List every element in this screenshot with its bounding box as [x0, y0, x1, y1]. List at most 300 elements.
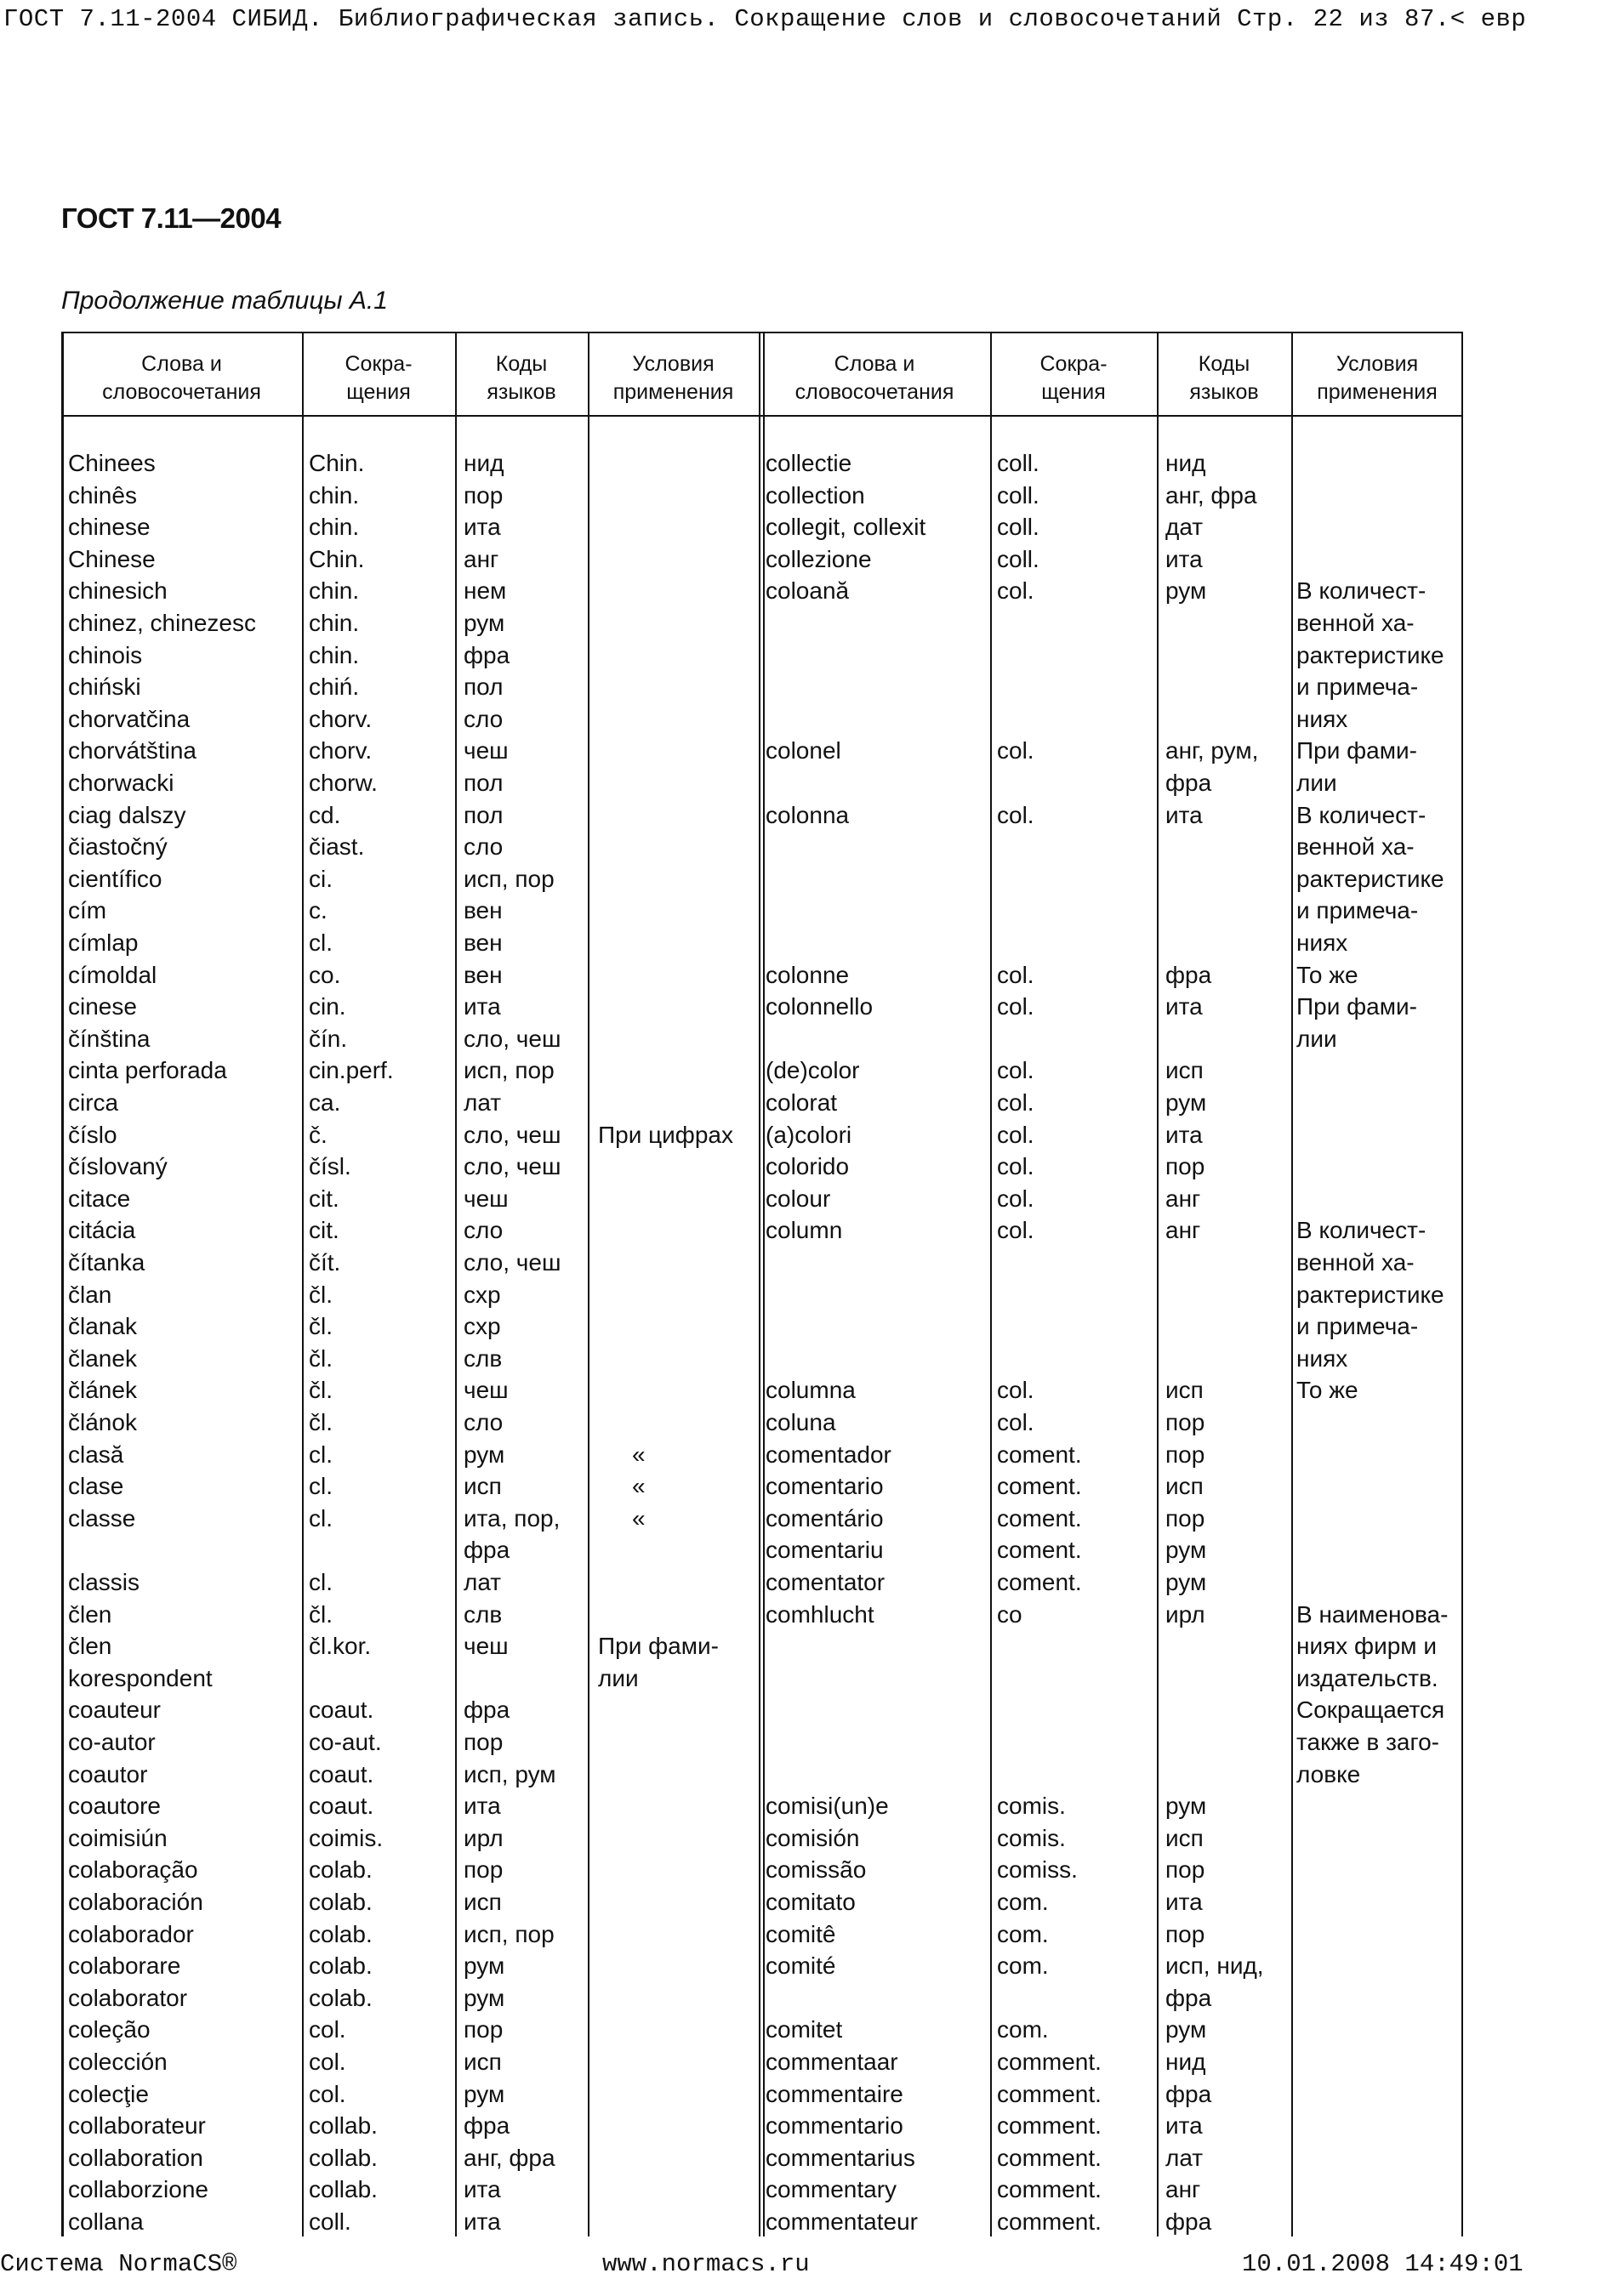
- cell-cond: ниях: [1296, 1344, 1348, 1372]
- column-header-line: языков: [487, 380, 556, 404]
- cell-word: colaboração: [68, 1856, 198, 1884]
- cell-abbr: col.: [997, 961, 1034, 988]
- cell-cond: При фами-: [1296, 737, 1417, 764]
- cell-word: circa: [68, 1089, 119, 1116]
- cell-word: colaboración: [68, 1889, 203, 1915]
- cell-word: člen: [68, 1600, 112, 1628]
- cell-lang: исп: [464, 2049, 502, 2075]
- cell-abbr: ci.: [309, 865, 333, 892]
- cell-lang: исп: [464, 1889, 502, 1915]
- cell-word: collaboration: [68, 2144, 203, 2171]
- cell-abbr: čín.: [309, 1025, 348, 1052]
- cell-word: čínština: [68, 1025, 151, 1052]
- column-header-cond: [588, 350, 759, 406]
- cell-word: číslo: [68, 1121, 117, 1148]
- cell-abbr: col.: [309, 2016, 346, 2043]
- cell-lang: чеш: [464, 1377, 509, 1404]
- column-divider: [302, 332, 304, 2236]
- cell-lang: сло: [464, 833, 504, 861]
- cell-word: comisi(un)e: [766, 1793, 889, 1820]
- cell-word: comentariu: [766, 1537, 884, 1564]
- cell-lang: ита, пор,: [464, 1504, 561, 1532]
- cell-abbr: col.: [309, 2080, 346, 2107]
- cell-word: colonel: [766, 737, 841, 764]
- cell-abbr: col.: [997, 737, 1034, 764]
- cell-lang: исп, рум: [464, 1760, 556, 1787]
- cell-abbr: cin.perf.: [309, 1057, 394, 1084]
- cell-abbr: cit.: [309, 1217, 339, 1244]
- cell-abbr: cl.: [309, 1504, 333, 1532]
- column-header-abbr: [990, 350, 1157, 406]
- cell-word: číslovaný: [68, 1153, 168, 1180]
- cell-word: článok: [68, 1409, 137, 1435]
- cell-word: článek: [68, 1377, 137, 1404]
- column-header-abbr: [302, 350, 455, 406]
- cell-lang: рум: [1165, 1537, 1207, 1564]
- cell-cond: ниях: [1296, 929, 1348, 956]
- cell-word: cinese: [68, 993, 137, 1020]
- cell-word: citácia: [68, 1217, 136, 1244]
- cell-lang: исп: [1165, 1057, 1204, 1084]
- cell-abbr: colab.: [309, 1856, 373, 1884]
- cell-word: coleção: [68, 2016, 151, 2043]
- cell-lang: ита: [464, 1793, 501, 1820]
- cell-lang: пор: [1165, 1153, 1205, 1180]
- cell-cond: В наименова-: [1296, 1600, 1449, 1628]
- cell-abbr: coll.: [997, 514, 1039, 541]
- cell-word: colonna: [766, 801, 850, 828]
- cell-abbr: com.: [997, 1889, 1049, 1915]
- cell-abbr: colab.: [309, 1920, 373, 1947]
- column-divider: [455, 332, 457, 2236]
- cell-lang: схр: [464, 1313, 501, 1340]
- cell-cond: В количест-: [1296, 801, 1427, 828]
- cell-word: colorat: [766, 1089, 838, 1116]
- cell-lang: исп, нид,: [1165, 1952, 1264, 1980]
- cell-abbr: coaut.: [309, 1760, 374, 1787]
- cell-abbr: čl.: [309, 1344, 333, 1372]
- cell-word: collezione: [766, 545, 872, 572]
- column-header-word: [759, 350, 990, 406]
- cell-word: colaborare: [68, 1952, 181, 1980]
- cell-word: collaborzione: [68, 2176, 208, 2203]
- cell-abbr: ca.: [309, 1089, 341, 1116]
- cell-word: colección: [68, 2049, 168, 2075]
- cell-abbr: col.: [997, 1377, 1034, 1404]
- cell-word: comentador: [766, 1441, 891, 1468]
- cell-word: colonne: [766, 961, 850, 988]
- column-divider: [588, 332, 589, 2236]
- cell-lang: слв: [464, 1600, 503, 1628]
- cell-cond: и примеча-: [1296, 673, 1419, 701]
- cell-word: (de)color: [766, 1057, 860, 1084]
- cell-word: colour: [766, 1185, 831, 1212]
- column-header-line: применения: [1317, 380, 1438, 404]
- cell-abbr: chorv.: [309, 705, 373, 732]
- cell-abbr: comment.: [997, 2112, 1102, 2140]
- cell-lang: анг, фра: [1165, 481, 1257, 509]
- cell-word: collana: [68, 2208, 144, 2235]
- cell-word: clase: [68, 1473, 124, 1500]
- cell-abbr: cl.: [309, 929, 333, 956]
- cell-lang: рум: [1165, 1569, 1207, 1595]
- cell-lang: нид: [464, 450, 504, 476]
- column-header-line: Коды: [495, 352, 548, 376]
- cell-abbr: chorv.: [309, 737, 373, 764]
- column-header-line: Сокра-: [345, 352, 413, 376]
- cell-cond: венной ха-: [1296, 610, 1415, 636]
- cell-lang: лат: [1165, 2144, 1204, 2171]
- cell-lang: анг: [1165, 1185, 1201, 1212]
- cell-abbr: col.: [997, 993, 1034, 1020]
- cell-abbr: cl.: [309, 1441, 333, 1468]
- cell-lang: схр: [464, 1281, 501, 1308]
- cell-abbr: čísl.: [309, 1153, 351, 1180]
- cell-abbr: coll.: [997, 545, 1039, 572]
- cell-lang: исп, пор: [464, 865, 555, 892]
- document-title: ГОСТ 7.11—2004: [61, 202, 282, 234]
- cell-word: commentary: [766, 2176, 897, 2203]
- cell-lang: фра: [464, 1537, 510, 1564]
- column-header-lang: [455, 350, 588, 406]
- cell-abbr: comment.: [997, 2080, 1102, 2107]
- cell-word: commentaire: [766, 2080, 903, 2107]
- cell-abbr: collab.: [309, 2112, 378, 2140]
- cell-word: comitê: [766, 1920, 836, 1947]
- cell-lang: исп: [464, 1473, 502, 1500]
- cell-cond: При цифрах: [598, 1121, 733, 1148]
- cell-abbr: chin.: [309, 641, 360, 668]
- cell-lang: вен: [464, 961, 503, 988]
- cell-lang: дат: [1165, 514, 1204, 541]
- cell-word: colecţie: [68, 2080, 149, 2107]
- cell-word: commentaar: [766, 2049, 898, 2075]
- cell-abbr: chiń.: [309, 673, 360, 701]
- cell-abbr: coll.: [997, 450, 1039, 476]
- cell-word: column: [766, 1217, 843, 1244]
- cell-lang: ита: [1165, 2112, 1203, 2140]
- footer-website: www.normacs.ru: [602, 2250, 810, 2278]
- cell-word: citace: [68, 1185, 131, 1212]
- cell-abbr: Chin.: [309, 545, 365, 572]
- abbreviations-table: [61, 332, 1463, 2236]
- cell-lang: ирл: [1165, 1600, 1205, 1628]
- cell-abbr: colab.: [309, 1984, 373, 2011]
- cell-lang: сло, чеш: [464, 1249, 561, 1276]
- cell-abbr: co: [997, 1600, 1022, 1628]
- cell-cond: При фами-: [598, 1633, 719, 1660]
- cell-abbr: coaut.: [309, 1696, 374, 1724]
- cell-abbr: comment.: [997, 2144, 1102, 2171]
- cell-lang: фра: [464, 2112, 510, 2140]
- cell-lang: слв: [464, 1344, 503, 1372]
- cell-lang: чеш: [464, 737, 509, 764]
- cell-abbr: čl.: [309, 1600, 333, 1628]
- cell-abbr: colab.: [309, 1952, 373, 1980]
- cell-word: chinois: [68, 641, 143, 668]
- cell-abbr: co-aut.: [309, 1729, 382, 1755]
- cell-lang: ирл: [464, 1824, 504, 1851]
- cell-word: comissão: [766, 1856, 867, 1884]
- cell-word: (a)colori: [766, 1121, 852, 1148]
- cell-cond: ловке: [1296, 1760, 1361, 1787]
- cell-cond: венной ха-: [1296, 833, 1415, 861]
- cell-abbr: coll.: [997, 481, 1039, 509]
- cell-word: coloană: [766, 577, 850, 605]
- cell-abbr: chin.: [309, 577, 360, 605]
- cell-abbr: collab.: [309, 2144, 378, 2171]
- cell-abbr: coment.: [997, 1537, 1082, 1564]
- column-header-line: Слова и: [141, 352, 222, 376]
- cell-cond: «: [632, 1441, 646, 1468]
- cell-word: colorido: [766, 1153, 850, 1180]
- cell-lang: пол: [464, 770, 504, 796]
- cell-cond: В количест-: [1296, 577, 1427, 605]
- column-divider: [990, 332, 992, 2236]
- cell-abbr: com.: [997, 1952, 1049, 1980]
- cell-word: classis: [68, 1569, 140, 1595]
- cell-lang: ита: [1165, 993, 1203, 1020]
- cell-cond: лии: [1296, 770, 1337, 796]
- cell-word: comitato: [766, 1889, 856, 1915]
- cell-abbr: comiss.: [997, 1856, 1078, 1884]
- cell-word: commentarius: [766, 2144, 915, 2171]
- cell-lang: ита: [1165, 545, 1203, 572]
- footer-timestamp: 10.01.2008 14:49:01: [1242, 2250, 1523, 2278]
- cell-cond: ниях: [1296, 705, 1348, 732]
- cell-word: comhlucht: [766, 1600, 874, 1628]
- cell-word: čiastočný: [68, 833, 168, 861]
- cell-lang: рум: [464, 2080, 505, 2107]
- cell-word: cinta perforada: [68, 1057, 227, 1084]
- cell-abbr: comment.: [997, 2176, 1102, 2203]
- cell-abbr: čiast.: [309, 833, 365, 861]
- header-divider: [61, 415, 1463, 417]
- cell-word: colaborador: [68, 1920, 194, 1947]
- cell-lang: фра: [1165, 2080, 1212, 2107]
- cell-abbr: comis.: [997, 1824, 1066, 1851]
- column-divider: [759, 332, 760, 2236]
- column-header-line: щения: [346, 380, 411, 404]
- cell-word: chorwacki: [68, 770, 174, 796]
- cell-abbr: col.: [997, 1057, 1034, 1084]
- cell-word: korespondent: [68, 1664, 213, 1691]
- cell-cond: рактеристике: [1296, 865, 1444, 892]
- cell-abbr: čl.kor.: [309, 1633, 372, 1660]
- column-header-line: словосочетания: [794, 380, 954, 404]
- cell-word: comité: [766, 1952, 836, 1980]
- cell-word: coluna: [766, 1409, 836, 1435]
- cell-lang: пор: [1165, 1409, 1205, 1435]
- cell-abbr: comment.: [997, 2049, 1102, 2075]
- cell-lang: исп: [1165, 1473, 1204, 1500]
- cell-abbr: col.: [997, 1185, 1034, 1212]
- cell-abbr: comis.: [997, 1793, 1066, 1820]
- cell-lang: исп, пор: [464, 1057, 555, 1084]
- cell-word: comitet: [766, 2016, 843, 2043]
- cell-word: colaborator: [68, 1984, 188, 2011]
- cell-lang: сло: [464, 1217, 504, 1244]
- cell-word: címlap: [68, 929, 139, 956]
- cell-word: članek: [68, 1344, 137, 1372]
- column-header-line: Условия: [632, 352, 715, 376]
- cell-word: člen: [68, 1633, 112, 1660]
- column-header-line: Слова и: [834, 352, 915, 376]
- cell-lang: исп, пор: [464, 1920, 555, 1947]
- cell-lang: пол: [464, 801, 504, 828]
- cell-abbr: čl.: [309, 1281, 333, 1308]
- cell-cond: и примеча-: [1296, 897, 1419, 924]
- cell-word: científico: [68, 865, 162, 892]
- cell-cond: лии: [598, 1664, 639, 1691]
- cell-lang: фра: [1165, 1984, 1212, 2011]
- cell-abbr: col.: [997, 1409, 1034, 1435]
- cell-lang: исп: [1165, 1377, 1204, 1404]
- cell-lang: анг: [1165, 2176, 1201, 2203]
- cell-abbr: col.: [997, 1217, 1034, 1244]
- cell-lang: чеш: [464, 1185, 509, 1212]
- cell-lang: рум: [464, 1984, 505, 2011]
- cell-word: columna: [766, 1377, 856, 1404]
- cell-cond: рактеристике: [1296, 1281, 1444, 1308]
- cell-lang: лат: [464, 1569, 502, 1595]
- cell-abbr: čl.: [309, 1409, 333, 1435]
- cell-lang: ита: [1165, 801, 1203, 828]
- cell-lang: анг: [1165, 1217, 1201, 1244]
- cell-lang: фра: [1165, 2208, 1212, 2235]
- cell-cond: и примеча-: [1296, 1313, 1419, 1340]
- cell-abbr: com.: [997, 2016, 1049, 2043]
- cell-abbr: col.: [309, 2049, 346, 2075]
- cell-word: comentator: [766, 1569, 886, 1595]
- cell-lang: сло: [464, 1409, 504, 1435]
- cell-lang: пол: [464, 673, 504, 701]
- table-caption: Продолжение таблицы А.1: [61, 287, 388, 315]
- column-divider: [61, 332, 64, 2236]
- cell-word: Chinees: [68, 450, 156, 476]
- cell-word: comentário: [766, 1504, 884, 1532]
- cell-cond: также в заго-: [1296, 1729, 1439, 1755]
- column-header-line: словосочетания: [102, 380, 261, 404]
- cell-word: comisión: [766, 1824, 860, 1851]
- cell-cond: То же: [1296, 961, 1358, 988]
- column-header-line: языков: [1189, 380, 1259, 404]
- cell-abbr: col.: [997, 801, 1034, 828]
- cell-cond: «: [632, 1504, 646, 1532]
- cell-abbr: cin.: [309, 993, 346, 1020]
- cell-abbr: coment.: [997, 1504, 1082, 1532]
- cell-cond: Сокращается: [1296, 1696, 1445, 1724]
- cell-lang: нид: [1165, 2049, 1206, 2075]
- cell-abbr: coment.: [997, 1441, 1082, 1468]
- cell-lang: рум: [1165, 577, 1207, 605]
- cell-lang: исп: [1165, 1824, 1204, 1851]
- cell-lang: рум: [1165, 1089, 1207, 1116]
- cell-abbr: čít.: [309, 1249, 341, 1276]
- cell-abbr: coment.: [997, 1473, 1082, 1500]
- cell-word: coautore: [68, 1793, 161, 1820]
- cell-lang: ита: [464, 514, 501, 541]
- cell-abbr: comment.: [997, 2208, 1102, 2235]
- cell-lang: пор: [1165, 1856, 1205, 1884]
- cell-lang: ита: [464, 993, 501, 1020]
- cell-abbr: chin.: [309, 481, 360, 509]
- cell-word: članak: [68, 1313, 137, 1340]
- cell-abbr: coment.: [997, 1569, 1082, 1595]
- cell-abbr: col.: [997, 1121, 1034, 1148]
- column-header-line: Сокра-: [1039, 352, 1108, 376]
- cell-abbr: čl.: [309, 1377, 333, 1404]
- column-header-line: щения: [1041, 380, 1106, 404]
- cell-word: címoldal: [68, 961, 157, 988]
- cell-cond: ниях фирм и: [1296, 1633, 1437, 1660]
- footer-system-name: Система NormaCS®: [0, 2250, 237, 2278]
- cell-lang: нид: [1165, 450, 1206, 476]
- cell-word: chinesich: [68, 577, 168, 605]
- cell-cond: лии: [1296, 1025, 1337, 1052]
- cell-lang: нем: [464, 577, 507, 605]
- cell-abbr: c.: [309, 897, 327, 924]
- cell-cond: В количест-: [1296, 1217, 1427, 1244]
- cell-word: chiński: [68, 673, 141, 701]
- cell-word: cím: [68, 897, 107, 924]
- cell-word: clasă: [68, 1441, 124, 1468]
- cell-abbr: coaut.: [309, 1793, 374, 1820]
- cell-word: commentario: [766, 2112, 903, 2140]
- cell-lang: пор: [464, 1729, 504, 1755]
- cell-word: collegit, collexit: [766, 514, 926, 541]
- cell-lang: вен: [464, 929, 503, 956]
- cell-abbr: col.: [997, 577, 1034, 605]
- cell-word: čítanka: [68, 1249, 145, 1276]
- cell-word: co-autor: [68, 1729, 156, 1755]
- cell-lang: сло, чеш: [464, 1121, 561, 1148]
- cell-cond: издательств.: [1296, 1664, 1438, 1691]
- cell-word: collectie: [766, 450, 852, 476]
- cell-word: comentario: [766, 1473, 884, 1500]
- cell-lang: анг: [464, 545, 499, 572]
- cell-cond: При фами-: [1296, 993, 1417, 1020]
- cell-lang: вен: [464, 897, 503, 924]
- cell-lang: ита: [464, 2176, 501, 2203]
- cell-lang: ита: [464, 2208, 501, 2235]
- column-divider: [1157, 332, 1159, 2236]
- cell-abbr: čl.: [309, 1313, 333, 1340]
- table-top-border: [61, 332, 1463, 333]
- cell-word: ciag dalszy: [68, 801, 186, 828]
- cell-cond: То же: [1296, 1377, 1358, 1404]
- cell-abbr: col.: [997, 1153, 1034, 1180]
- cell-word: chinês: [68, 481, 137, 509]
- cell-abbr: cl.: [309, 1569, 333, 1595]
- cell-word: chorvátština: [68, 737, 196, 764]
- cell-word: coimisiún: [68, 1824, 168, 1851]
- cell-lang: пор: [1165, 1504, 1205, 1532]
- cell-word: collaborateur: [68, 2112, 206, 2140]
- column-divider: [763, 332, 765, 2236]
- cell-abbr: coll.: [309, 2208, 351, 2235]
- cell-abbr: cd.: [309, 801, 341, 828]
- cell-abbr: co.: [309, 961, 341, 988]
- cell-lang: анг, рум,: [1165, 737, 1259, 764]
- cell-lang: ита: [1165, 1121, 1203, 1148]
- cell-word: član: [68, 1281, 112, 1308]
- column-header-line: применения: [612, 380, 734, 404]
- cell-lang: сло: [464, 705, 504, 732]
- column-divider: [1461, 332, 1463, 2236]
- cell-lang: пор: [464, 1856, 504, 1884]
- cell-word: classe: [68, 1504, 136, 1532]
